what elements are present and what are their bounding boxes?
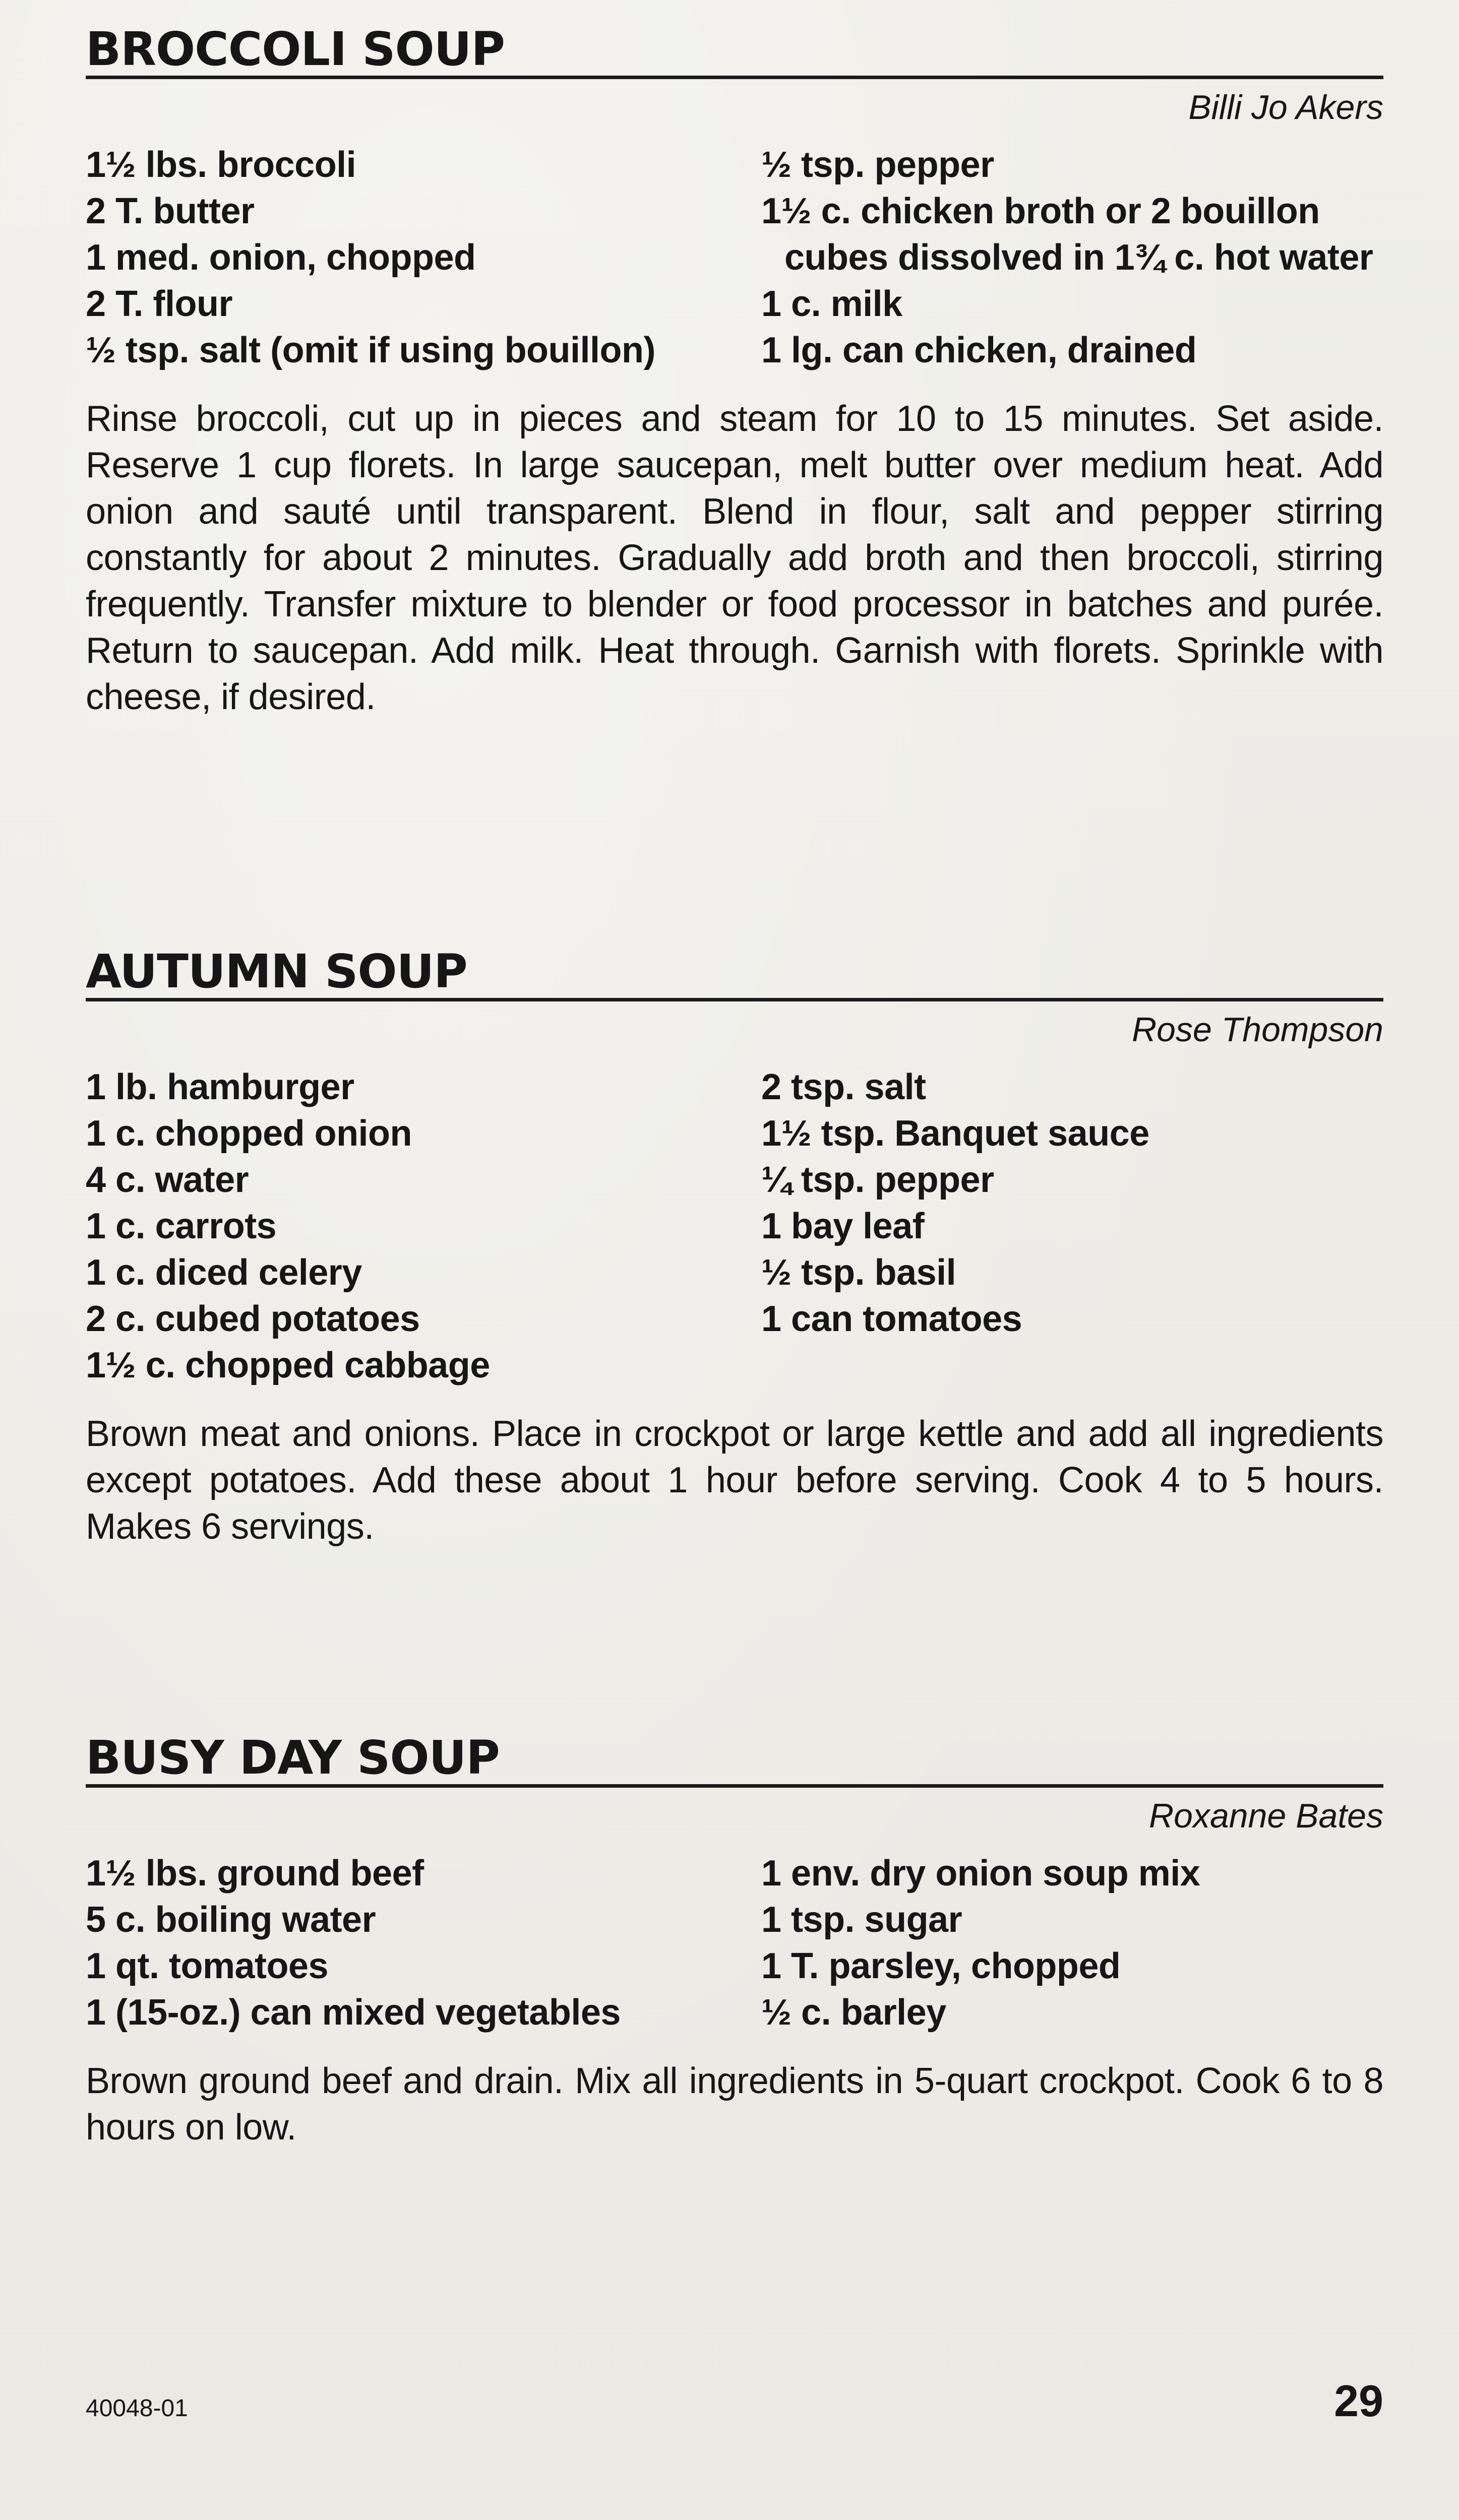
ingredients-list xyxy=(86,1850,1383,2036)
recipe-title: BUSY DAY SOUP xyxy=(86,1731,500,1785)
ingredient-item: 2 tsp. salt xyxy=(761,1067,926,1107)
page-number: 29 xyxy=(1334,2376,1383,2426)
recipe-author: Billi Jo Akers xyxy=(1188,88,1383,127)
recipe-header xyxy=(86,20,1383,79)
ingredient-item: 1 c. milk xyxy=(761,284,902,324)
ingredient-item: ½ tsp. basil xyxy=(761,1252,956,1293)
ingredients-left-column xyxy=(86,142,761,373)
ingredient-item: 1½ c. chicken broth or 2 bouillon cubes dissolved in 1¾ c. hot water xyxy=(761,191,1373,278)
ingredient-item: 5 c. boiling water xyxy=(86,1900,376,1940)
recipe-busy-day-soup xyxy=(86,1729,1383,2151)
ingredients-left-column xyxy=(86,1850,761,2036)
ingredient-item: 2 c. cubed potatoes xyxy=(86,1299,420,1339)
ingredient-item: 1 c. chopped onion xyxy=(86,1113,412,1154)
recipe-broccoli-soup xyxy=(86,20,1383,720)
ingredient-item: 1 T. parsley, chopped xyxy=(761,1946,1121,1986)
recipe-instructions: Rinse broccoli, cut up in pieces and steam for 10 to 15 minutes. Set aside. Reserve 1 cup florets. In large saucepan, melt butter over medium heat. Add onion and sauté until transparent. Blend in flour, salt and pepper stirring constantly for about 2 minutes. Gradually add broth and then broccoli, stirring frequently. Transfer mixture to blender or food processor in batches and purée. Return to saucepan. Add milk. Heat through. Garnish with florets. Sprinkle with cheese, if desired. xyxy=(86,399,1383,717)
ingredient-item: 1 tsp. sugar xyxy=(761,1900,962,1940)
ingredients-left-column xyxy=(86,1064,761,1389)
recipe-header xyxy=(86,942,1383,1001)
ingredients-right-column xyxy=(761,1064,1383,1389)
ingredient-item: ½ tsp. salt (omit if using bouillon) xyxy=(86,330,655,370)
ingredient-item: 2 T. butter xyxy=(86,191,255,231)
ingredient-item: 1½ lbs. broccoli xyxy=(86,145,356,185)
ingredients-right-column xyxy=(761,1850,1383,2036)
ingredient-item: 1 (15-oz.) can mixed vegetables xyxy=(86,1992,621,2033)
ingredient-item: 1 can tomatoes xyxy=(761,1299,1022,1339)
recipe-autumn-soup xyxy=(86,942,1383,1550)
ingredient-item: 1 bay leaf xyxy=(761,1206,925,1246)
recipe-instructions: Brown ground beef and drain. Mix all ingredients in 5-quart crockpot. Cook 6 to 8 hours on low. xyxy=(86,2061,1383,2148)
ingredient-item: 2 T. flour xyxy=(86,284,233,324)
recipe-title: AUTUMN SOUP xyxy=(86,944,467,998)
ingredients-list xyxy=(86,1064,1383,1389)
ingredient-item: 1 lg. can chicken, drained xyxy=(761,330,1197,370)
ingredient-item: 1½ tsp. Banquet sauce xyxy=(761,1113,1149,1154)
ingredient-item: ¼ tsp. pepper xyxy=(761,1160,994,1200)
ingredient-item: 1½ c. chopped cabbage xyxy=(86,1345,490,1385)
ingredient-item: ½ c. barley xyxy=(761,1992,946,2033)
ingredient-item: 1 lb. hamburger xyxy=(86,1067,354,1107)
ingredient-item: 1 c. carrots xyxy=(86,1206,277,1246)
ingredients-right-column xyxy=(761,142,1383,373)
ingredient-item: 1½ lbs. ground beef xyxy=(86,1853,424,1894)
recipe-instructions: Brown meat and onions. Place in crockpot or large kettle and add all ingredients except potatoes. Add these about 1 hour before serving. Cook 4 to 5 hours. Makes 6 servings. xyxy=(86,1414,1383,1547)
ingredients-list xyxy=(86,142,1383,373)
footer-code: 40048-01 xyxy=(86,2395,188,2422)
ingredient-item: 1 env. dry onion soup mix xyxy=(761,1853,1200,1894)
ingredient-item: 4 c. water xyxy=(86,1160,249,1200)
ingredient-item: 1 qt. tomatoes xyxy=(86,1946,329,1986)
recipe-title: BROCCOLI SOUP xyxy=(86,22,505,76)
ingredient-item: 1 med. onion, chopped xyxy=(86,237,476,278)
recipe-header xyxy=(86,1729,1383,1788)
recipe-author: Roxanne Bates xyxy=(1149,1797,1383,1835)
recipe-author: Rose Thompson xyxy=(1132,1011,1383,1049)
ingredient-item: ½ tsp. pepper xyxy=(761,145,994,185)
ingredient-item: 1 c. diced celery xyxy=(86,1252,362,1293)
